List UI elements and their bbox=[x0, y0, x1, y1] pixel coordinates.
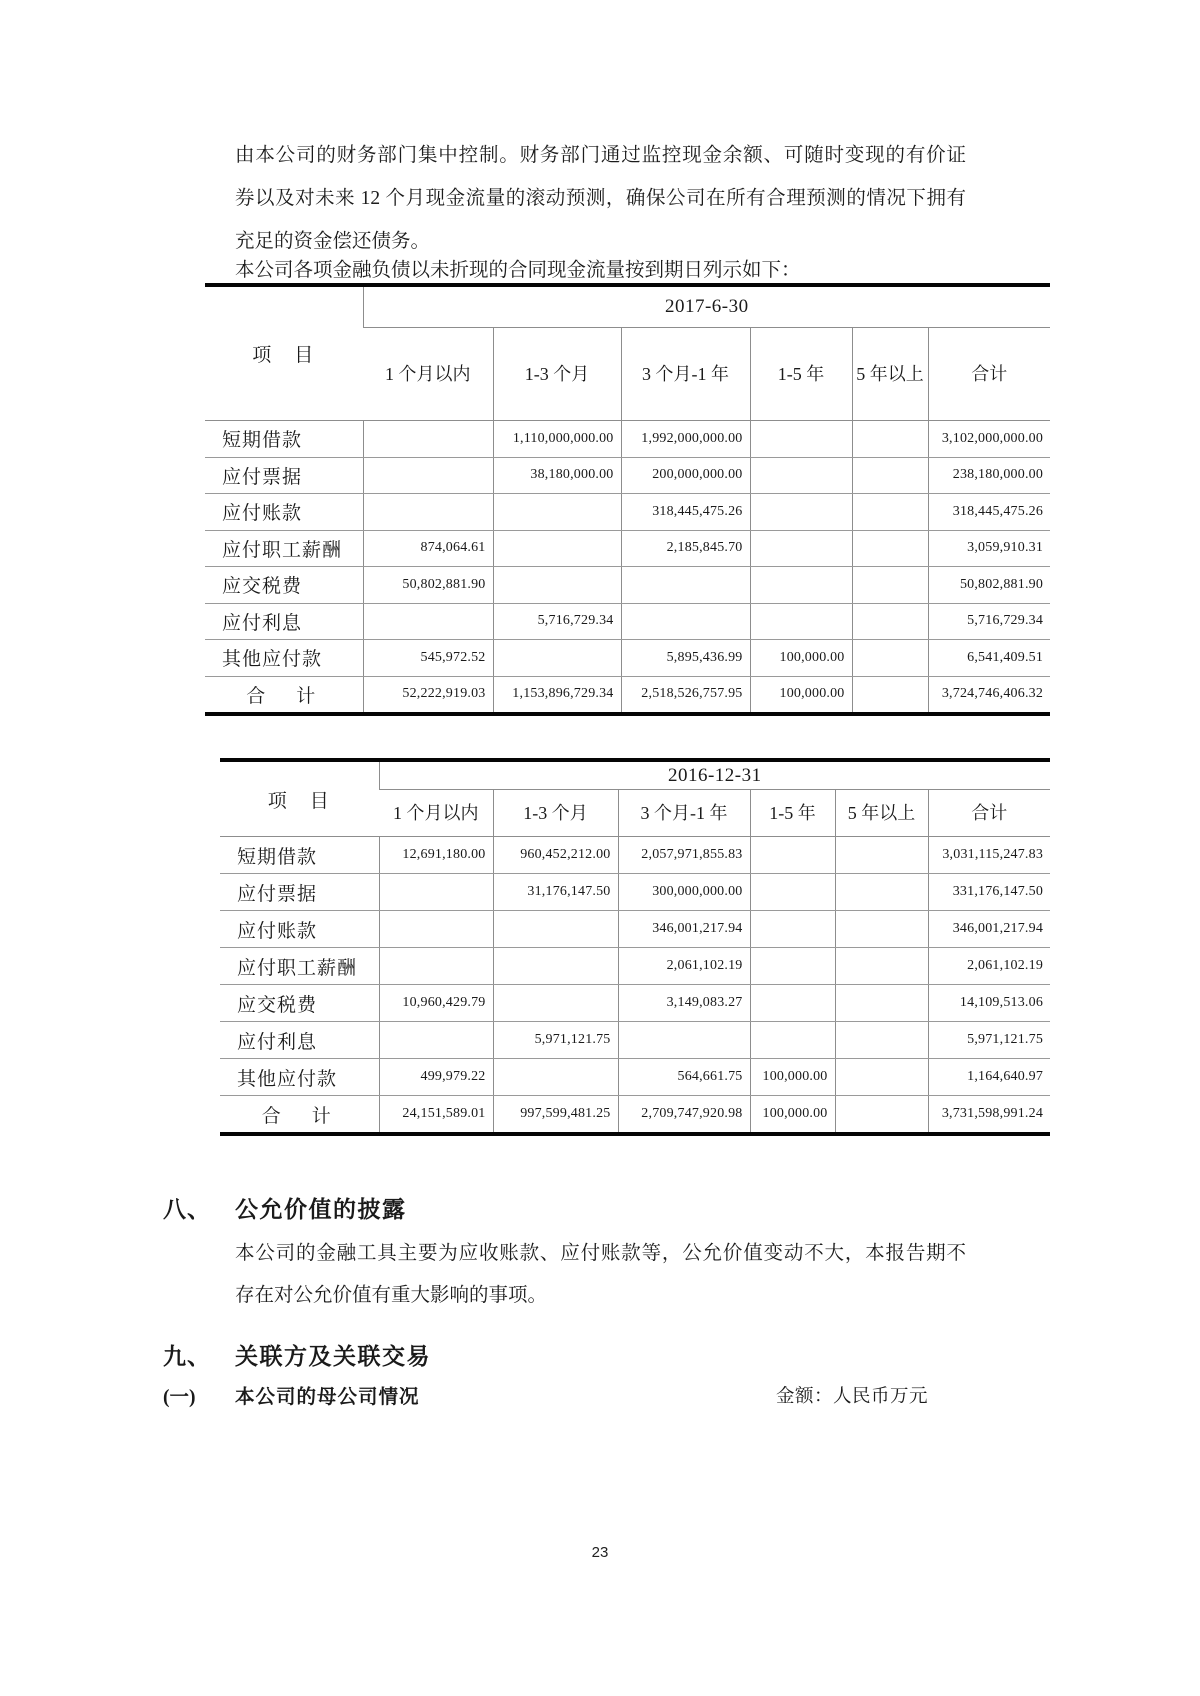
cell bbox=[621, 567, 750, 604]
cell bbox=[493, 530, 621, 567]
cell: 3,102,000,000.00 bbox=[928, 421, 1050, 458]
col-header: 3 个月-1 年 bbox=[618, 790, 750, 837]
row-label: 应交税费 bbox=[220, 985, 379, 1022]
cell bbox=[618, 1022, 750, 1059]
cell bbox=[750, 603, 852, 640]
row-label: 应付账款 bbox=[205, 494, 363, 531]
cell bbox=[852, 676, 928, 714]
col-header: 合计 bbox=[928, 328, 1050, 421]
cell: 3,031,115,247.83 bbox=[928, 837, 1050, 874]
table-header-row bbox=[220, 760, 1050, 790]
cell bbox=[493, 985, 618, 1022]
item-header: 项 目 bbox=[205, 285, 363, 421]
paragraph-line: 本公司的金融工具主要为应收账款、应付账款等，公允价值变动不大，本报告期不 bbox=[235, 1243, 966, 1264]
table-header-row bbox=[205, 285, 1050, 328]
cell bbox=[621, 603, 750, 640]
table-row bbox=[220, 985, 1050, 1022]
cell bbox=[750, 985, 835, 1022]
subsection-number-1: (一) bbox=[163, 1387, 196, 1408]
cell: 331,176,147.50 bbox=[928, 874, 1050, 911]
cell bbox=[835, 1096, 928, 1135]
col-header: 1-3 个月 bbox=[493, 790, 618, 837]
table-row bbox=[220, 1022, 1050, 1059]
cell: 24,151,589.01 bbox=[379, 1096, 493, 1135]
fair-value-paragraph bbox=[235, 1233, 966, 1317]
cell: 3,149,083.27 bbox=[618, 985, 750, 1022]
unit-note: 金额：人民币万元 bbox=[775, 1387, 928, 1407]
row-label: 应付利息 bbox=[205, 603, 363, 640]
cell: 5,895,436.99 bbox=[621, 640, 750, 677]
row-label: 应交税费 bbox=[205, 567, 363, 604]
cell: 100,000.00 bbox=[750, 676, 852, 714]
table-row bbox=[205, 567, 1050, 604]
cell: 346,001,217.94 bbox=[618, 911, 750, 948]
cell bbox=[493, 1059, 618, 1096]
cell: 1,153,896,729.34 bbox=[493, 676, 621, 714]
maturity-table-2016 bbox=[220, 758, 1050, 1136]
paragraph-line: 券以及对未来 12 个月现金流量的滚动预测，确保公司在所有合理预测的情况下拥有 bbox=[235, 188, 966, 209]
cell: 2,185,845.70 bbox=[621, 530, 750, 567]
row-label: 其他应付款 bbox=[205, 640, 363, 677]
cell bbox=[493, 911, 618, 948]
cell bbox=[835, 911, 928, 948]
row-label: 合 计 bbox=[246, 685, 322, 707]
row-label: 应付账款 bbox=[220, 911, 379, 948]
cell bbox=[750, 530, 852, 567]
cell: 318,445,475.26 bbox=[621, 494, 750, 531]
cell bbox=[379, 911, 493, 948]
subsection-title-parent-company: 本公司的母公司情况 bbox=[235, 1387, 420, 1408]
cell bbox=[750, 874, 835, 911]
cell bbox=[750, 567, 852, 604]
cell: 499,979.22 bbox=[379, 1059, 493, 1096]
table-total-row bbox=[220, 1096, 1050, 1135]
cell bbox=[852, 567, 928, 604]
cell: 38,180,000.00 bbox=[493, 457, 621, 494]
table-row bbox=[205, 457, 1050, 494]
cell bbox=[493, 494, 621, 531]
table-row bbox=[220, 948, 1050, 985]
section-title-fair-value: 公允价值的披露 bbox=[235, 1197, 407, 1222]
paragraph-line: 充足的资金偿还债务。 bbox=[235, 231, 431, 252]
cell: 5,716,729.34 bbox=[493, 603, 621, 640]
row-label: 应付票据 bbox=[205, 457, 363, 494]
cell: 2,061,102.19 bbox=[928, 948, 1050, 985]
col-header: 1-3 个月 bbox=[493, 328, 621, 421]
cell: 100,000.00 bbox=[750, 1096, 835, 1135]
col-header: 1 个月以内 bbox=[363, 328, 493, 421]
col-header: 3 个月-1 年 bbox=[621, 328, 750, 421]
col-header: 5 年以上 bbox=[835, 790, 928, 837]
cell: 874,064.61 bbox=[363, 530, 493, 567]
row-label: 应付票据 bbox=[220, 874, 379, 911]
cell bbox=[493, 640, 621, 677]
cell: 2,061,102.19 bbox=[618, 948, 750, 985]
cell bbox=[363, 494, 493, 531]
row-label: 应付利息 bbox=[220, 1022, 379, 1059]
row-label: 短期借款 bbox=[220, 837, 379, 874]
cell bbox=[493, 948, 618, 985]
cell bbox=[363, 457, 493, 494]
cell bbox=[852, 421, 928, 458]
col-header: 1-5 年 bbox=[750, 328, 852, 421]
cell bbox=[493, 567, 621, 604]
cell: 3,731,598,991.24 bbox=[928, 1096, 1050, 1135]
paragraph-line: 存在对公允价值有重大影响的事项。 bbox=[235, 1285, 548, 1306]
cell: 14,109,513.06 bbox=[928, 985, 1050, 1022]
cell: 3,059,910.31 bbox=[928, 530, 1050, 567]
cell bbox=[750, 494, 852, 531]
cell: 6,541,409.51 bbox=[928, 640, 1050, 677]
section-title-related-party: 关联方及关联交易 bbox=[235, 1344, 431, 1369]
table-row bbox=[220, 1059, 1050, 1096]
cell: 100,000.00 bbox=[750, 640, 852, 677]
cell bbox=[835, 985, 928, 1022]
cell: 545,972.52 bbox=[363, 640, 493, 677]
page-number: 23 bbox=[591, 1544, 609, 1561]
cell bbox=[835, 837, 928, 874]
cell: 2,518,526,757.95 bbox=[621, 676, 750, 714]
cell bbox=[379, 1022, 493, 1059]
cell bbox=[379, 948, 493, 985]
cell: 1,110,000,000.00 bbox=[493, 421, 621, 458]
table-row bbox=[205, 421, 1050, 458]
cell bbox=[835, 874, 928, 911]
cell bbox=[750, 457, 852, 494]
cell: 12,691,180.00 bbox=[379, 837, 493, 874]
cell: 5,971,121.75 bbox=[928, 1022, 1050, 1059]
section-number-8: 八、 bbox=[163, 1197, 211, 1222]
cell bbox=[852, 494, 928, 531]
cell bbox=[852, 640, 928, 677]
cell bbox=[835, 948, 928, 985]
cell: 5,716,729.34 bbox=[928, 603, 1050, 640]
cell: 50,802,881.90 bbox=[363, 567, 493, 604]
cell: 1,992,000,000.00 bbox=[621, 421, 750, 458]
cell bbox=[835, 1022, 928, 1059]
cell bbox=[852, 530, 928, 567]
table-row bbox=[205, 530, 1050, 567]
cell: 564,661.75 bbox=[618, 1059, 750, 1096]
cell: 10,960,429.79 bbox=[379, 985, 493, 1022]
cell bbox=[363, 603, 493, 640]
row-label: 应付职工薪酬 bbox=[220, 948, 379, 985]
cell: 2,709,747,920.98 bbox=[618, 1096, 750, 1135]
table-row bbox=[205, 603, 1050, 640]
paragraph-line: 由本公司的财务部门集中控制。财务部门通过监控现金余额、可随时变现的有价证 bbox=[235, 145, 966, 166]
col-header: 1-5 年 bbox=[750, 790, 835, 837]
cell bbox=[852, 457, 928, 494]
row-label: 短期借款 bbox=[205, 421, 363, 458]
table-row bbox=[220, 911, 1050, 948]
section-number-9: 九、 bbox=[163, 1344, 211, 1369]
cell: 318,445,475.26 bbox=[928, 494, 1050, 531]
cell: 1,164,640.97 bbox=[928, 1059, 1050, 1096]
cell bbox=[750, 948, 835, 985]
cell bbox=[852, 603, 928, 640]
cell bbox=[363, 421, 493, 458]
cell: 2,057,971,855.83 bbox=[618, 837, 750, 874]
cell bbox=[750, 1022, 835, 1059]
cell: 346,001,217.94 bbox=[928, 911, 1050, 948]
cell: 997,599,481.25 bbox=[493, 1096, 618, 1135]
col-header: 1 个月以内 bbox=[379, 790, 493, 837]
cell bbox=[750, 837, 835, 874]
table-row bbox=[205, 494, 1050, 531]
cell: 100,000.00 bbox=[750, 1059, 835, 1096]
cell: 300,000,000.00 bbox=[618, 874, 750, 911]
row-label: 合 计 bbox=[261, 1105, 337, 1127]
cell: 238,180,000.00 bbox=[928, 457, 1050, 494]
maturity-table-2017 bbox=[205, 283, 1050, 716]
table-row bbox=[205, 640, 1050, 677]
cell bbox=[379, 874, 493, 911]
date-header: 2017-6-30 bbox=[363, 285, 1050, 328]
table-row bbox=[220, 874, 1050, 911]
cell: 50,802,881.90 bbox=[928, 567, 1050, 604]
table-row bbox=[220, 837, 1050, 874]
cell: 5,971,121.75 bbox=[493, 1022, 618, 1059]
item-header: 项 目 bbox=[220, 760, 379, 837]
cell: 960,452,212.00 bbox=[493, 837, 618, 874]
col-header: 5 年以上 bbox=[852, 328, 928, 421]
date-header: 2016-12-31 bbox=[379, 760, 1050, 790]
cell bbox=[750, 421, 852, 458]
cell bbox=[835, 1059, 928, 1096]
table-total-row bbox=[205, 676, 1050, 714]
cell: 200,000,000.00 bbox=[621, 457, 750, 494]
cell: 31,176,147.50 bbox=[493, 874, 618, 911]
cell: 3,724,746,406.32 bbox=[928, 676, 1050, 714]
liquidity-paragraph bbox=[235, 134, 966, 263]
cell bbox=[750, 911, 835, 948]
table-caption: 本公司各项金融负债以未折现的合同现金流量按到期日列示如下： bbox=[235, 260, 801, 281]
row-label: 其他应付款 bbox=[220, 1059, 379, 1096]
cell: 52,222,919.03 bbox=[363, 676, 493, 714]
row-label: 应付职工薪酬 bbox=[205, 530, 363, 567]
col-header: 合计 bbox=[928, 790, 1050, 837]
